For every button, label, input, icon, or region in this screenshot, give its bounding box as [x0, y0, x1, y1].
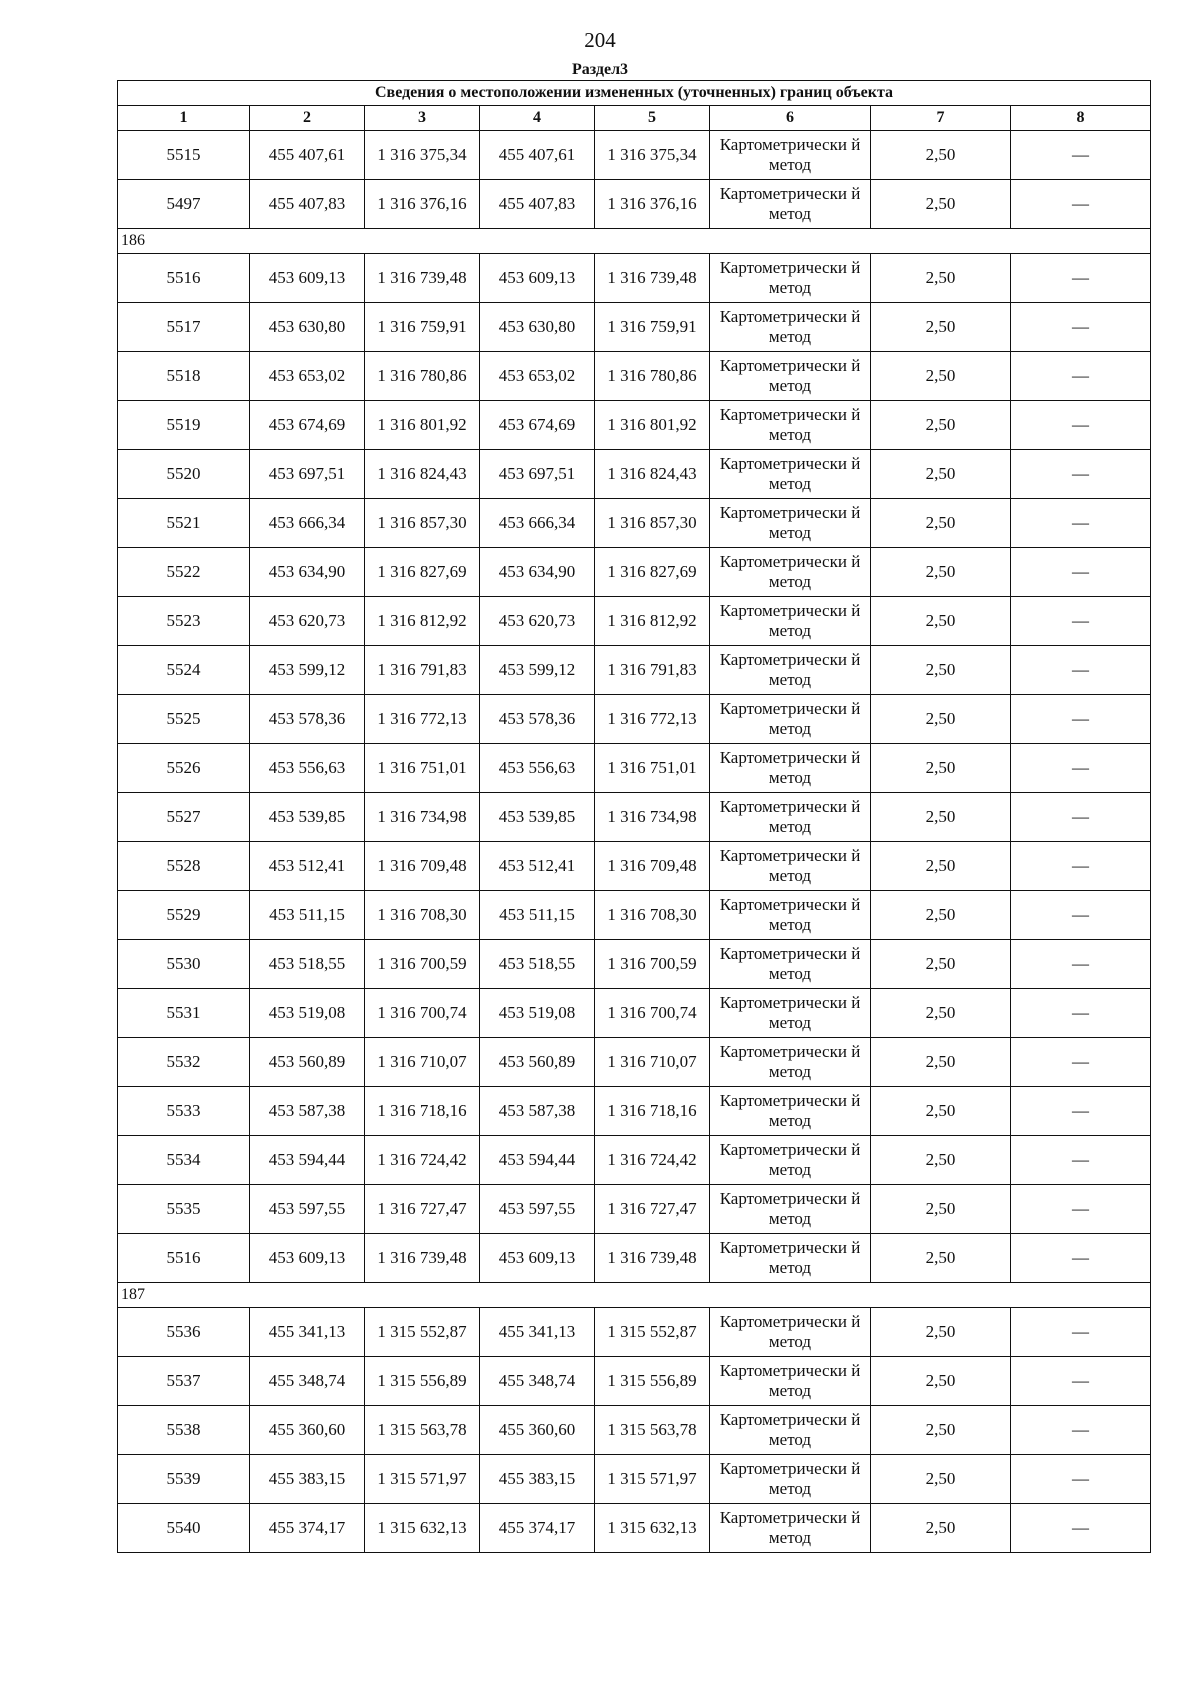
point-number-cell: 5529 — [118, 891, 250, 940]
method-cell: Картометрически й метод — [710, 1087, 871, 1136]
column-header: 8 — [1011, 106, 1151, 131]
x-old-cell: 455 374,17 — [250, 1504, 365, 1553]
table-row — [118, 793, 1151, 842]
y-new-cell: 1 316 812,92 — [595, 597, 710, 646]
page-number: 204 — [584, 28, 616, 52]
point-number-cell: 5516 — [118, 254, 250, 303]
y-new-cell: 1 315 571,97 — [595, 1455, 710, 1504]
x-new-cell: 453 653,02 — [480, 352, 595, 401]
y-new-cell: 1 316 791,83 — [595, 646, 710, 695]
method-cell: Картометрически й метод — [710, 1357, 871, 1406]
description-cell: — — [1011, 548, 1151, 597]
x-new-cell: 453 597,55 — [480, 1185, 595, 1234]
accuracy-cell: 2,50 — [871, 1357, 1011, 1406]
x-old-cell: 453 697,51 — [250, 450, 365, 499]
x-new-cell: 453 697,51 — [480, 450, 595, 499]
method-cell: Картометрически й метод — [710, 646, 871, 695]
y-new-cell: 1 316 709,48 — [595, 842, 710, 891]
x-new-cell: 453 620,73 — [480, 597, 595, 646]
description-cell: — — [1011, 940, 1151, 989]
y-old-cell: 1 316 376,16 — [365, 180, 480, 229]
accuracy-cell: 2,50 — [871, 548, 1011, 597]
accuracy-cell: 2,50 — [871, 1504, 1011, 1553]
y-new-cell: 1 315 556,89 — [595, 1357, 710, 1406]
description-cell: — — [1011, 597, 1151, 646]
method-cell: Картометрически й метод — [710, 1455, 871, 1504]
method-cell: Картометрически й метод — [710, 401, 871, 450]
x-new-cell: 453 578,36 — [480, 695, 595, 744]
x-old-cell: 453 674,69 — [250, 401, 365, 450]
point-number-cell: 5522 — [118, 548, 250, 597]
point-number-cell: 5523 — [118, 597, 250, 646]
x-old-cell: 453 587,38 — [250, 1087, 365, 1136]
description-cell: — — [1011, 254, 1151, 303]
description-cell: — — [1011, 1308, 1151, 1357]
y-old-cell: 1 316 375,34 — [365, 131, 480, 180]
x-new-cell: 453 560,89 — [480, 1038, 595, 1087]
accuracy-cell: 2,50 — [871, 131, 1011, 180]
accuracy-cell: 2,50 — [871, 842, 1011, 891]
description-cell: — — [1011, 842, 1151, 891]
description-cell: — — [1011, 744, 1151, 793]
point-number-cell: 5526 — [118, 744, 250, 793]
point-number-cell: 5532 — [118, 1038, 250, 1087]
x-new-cell: 453 594,44 — [480, 1136, 595, 1185]
point-number-cell: 5528 — [118, 842, 250, 891]
description-cell: — — [1011, 1357, 1151, 1406]
y-old-cell: 1 316 708,30 — [365, 891, 480, 940]
x-old-cell: 453 512,41 — [250, 842, 365, 891]
y-old-cell: 1 316 718,16 — [365, 1087, 480, 1136]
description-cell: — — [1011, 352, 1151, 401]
table-row — [118, 744, 1151, 793]
y-new-cell: 1 316 827,69 — [595, 548, 710, 597]
y-old-cell: 1 316 824,43 — [365, 450, 480, 499]
method-cell: Картометрически й метод — [710, 1308, 871, 1357]
table-row — [118, 1038, 1151, 1087]
y-old-cell: 1 315 571,97 — [365, 1455, 480, 1504]
table-row — [118, 1455, 1151, 1504]
y-new-cell: 1 316 751,01 — [595, 744, 710, 793]
y-new-cell: 1 316 700,74 — [595, 989, 710, 1038]
table-row — [118, 131, 1151, 180]
point-number-cell: 5537 — [118, 1357, 250, 1406]
description-cell: — — [1011, 989, 1151, 1038]
x-old-cell: 453 609,13 — [250, 254, 365, 303]
x-old-cell: 453 539,85 — [250, 793, 365, 842]
method-cell: Картометрически й метод — [710, 989, 871, 1038]
y-old-cell: 1 316 739,48 — [365, 1234, 480, 1283]
x-old-cell: 455 407,83 — [250, 180, 365, 229]
y-new-cell: 1 316 772,13 — [595, 695, 710, 744]
x-new-cell: 453 599,12 — [480, 646, 595, 695]
contour-group-row — [118, 229, 1151, 254]
x-new-cell: 453 630,80 — [480, 303, 595, 352]
point-number-cell: 5519 — [118, 401, 250, 450]
column-header: 1 — [118, 106, 250, 131]
x-new-cell: 453 587,38 — [480, 1087, 595, 1136]
y-new-cell: 1 315 632,13 — [595, 1504, 710, 1553]
description-cell: — — [1011, 1087, 1151, 1136]
y-old-cell: 1 315 556,89 — [365, 1357, 480, 1406]
y-new-cell: 1 316 857,30 — [595, 499, 710, 548]
y-new-cell: 1 316 739,48 — [595, 1234, 710, 1283]
table-caption-row — [118, 81, 1151, 106]
accuracy-cell: 2,50 — [871, 695, 1011, 744]
y-new-cell: 1 316 710,07 — [595, 1038, 710, 1087]
column-header: 7 — [871, 106, 1011, 131]
table-row — [118, 548, 1151, 597]
method-cell: Картометрически й метод — [710, 450, 871, 499]
x-old-cell: 455 348,74 — [250, 1357, 365, 1406]
x-new-cell: 453 518,55 — [480, 940, 595, 989]
description-cell: — — [1011, 1234, 1151, 1283]
point-number-cell: 5535 — [118, 1185, 250, 1234]
accuracy-cell: 2,50 — [871, 1406, 1011, 1455]
x-new-cell: 455 348,74 — [480, 1357, 595, 1406]
table-row — [118, 646, 1151, 695]
method-cell: Картометрически й метод — [710, 1234, 871, 1283]
description-cell: — — [1011, 303, 1151, 352]
accuracy-cell: 2,50 — [871, 989, 1011, 1038]
column-header: 6 — [710, 106, 871, 131]
point-number-cell: 5539 — [118, 1455, 250, 1504]
accuracy-cell: 2,50 — [871, 1234, 1011, 1283]
table-row — [118, 499, 1151, 548]
accuracy-cell: 2,50 — [871, 744, 1011, 793]
x-new-cell: 453 512,41 — [480, 842, 595, 891]
description-cell: — — [1011, 793, 1151, 842]
table-row — [118, 1357, 1151, 1406]
column-header: 3 — [365, 106, 480, 131]
x-old-cell: 453 597,55 — [250, 1185, 365, 1234]
accuracy-cell: 2,50 — [871, 401, 1011, 450]
accuracy-cell: 2,50 — [871, 254, 1011, 303]
method-cell: Картометрически й метод — [710, 1185, 871, 1234]
y-old-cell: 1 316 791,83 — [365, 646, 480, 695]
y-new-cell: 1 316 739,48 — [595, 254, 710, 303]
x-old-cell: 453 609,13 — [250, 1234, 365, 1283]
x-new-cell: 453 511,15 — [480, 891, 595, 940]
y-new-cell: 1 315 552,87 — [595, 1308, 710, 1357]
y-old-cell: 1 316 739,48 — [365, 254, 480, 303]
description-cell: — — [1011, 1406, 1151, 1455]
description-cell: — — [1011, 401, 1151, 450]
method-cell: Картометрически й метод — [710, 695, 871, 744]
description-cell: — — [1011, 1185, 1151, 1234]
point-number-cell: 5533 — [118, 1087, 250, 1136]
y-old-cell: 1 316 727,47 — [365, 1185, 480, 1234]
accuracy-cell: 2,50 — [871, 793, 1011, 842]
accuracy-cell: 2,50 — [871, 646, 1011, 695]
table-row — [118, 842, 1151, 891]
point-number-cell: 5517 — [118, 303, 250, 352]
point-number-cell: 5531 — [118, 989, 250, 1038]
table-row — [118, 1234, 1151, 1283]
table-row — [118, 180, 1151, 229]
y-new-cell: 1 316 780,86 — [595, 352, 710, 401]
y-new-cell: 1 316 375,34 — [595, 131, 710, 180]
x-new-cell: 455 374,17 — [480, 1504, 595, 1553]
y-new-cell: 1 316 700,59 — [595, 940, 710, 989]
table-row — [118, 1087, 1151, 1136]
accuracy-cell: 2,50 — [871, 940, 1011, 989]
point-number-cell: 5521 — [118, 499, 250, 548]
table-body — [118, 81, 1151, 1553]
method-cell: Картометрически й метод — [710, 180, 871, 229]
y-old-cell: 1 316 734,98 — [365, 793, 480, 842]
description-cell: — — [1011, 1504, 1151, 1553]
x-old-cell: 453 634,90 — [250, 548, 365, 597]
x-new-cell: 453 666,34 — [480, 499, 595, 548]
table-row — [118, 1136, 1151, 1185]
point-number-cell: 5518 — [118, 352, 250, 401]
y-old-cell: 1 316 700,74 — [365, 989, 480, 1038]
method-cell: Картометрически й метод — [710, 842, 871, 891]
y-new-cell: 1 316 824,43 — [595, 450, 710, 499]
y-new-cell: 1 316 724,42 — [595, 1136, 710, 1185]
accuracy-cell: 2,50 — [871, 499, 1011, 548]
point-number-cell: 5515 — [118, 131, 250, 180]
y-old-cell: 1 315 632,13 — [365, 1504, 480, 1553]
accuracy-cell: 2,50 — [871, 180, 1011, 229]
table-row — [118, 891, 1151, 940]
table-row — [118, 1406, 1151, 1455]
method-cell: Картометрически й метод — [710, 499, 871, 548]
point-number-cell: 5497 — [118, 180, 250, 229]
x-new-cell: 453 634,90 — [480, 548, 595, 597]
method-cell: Картометрически й метод — [710, 254, 871, 303]
accuracy-cell: 2,50 — [871, 1038, 1011, 1087]
y-old-cell: 1 316 751,01 — [365, 744, 480, 793]
method-cell: Картометрически й метод — [710, 352, 871, 401]
x-old-cell: 453 599,12 — [250, 646, 365, 695]
table-row — [118, 450, 1151, 499]
method-cell: Картометрически й метод — [710, 1038, 871, 1087]
point-number-cell: 5538 — [118, 1406, 250, 1455]
accuracy-cell: 2,50 — [871, 597, 1011, 646]
x-new-cell: 455 407,83 — [480, 180, 595, 229]
table-row — [118, 1504, 1151, 1553]
description-cell: — — [1011, 499, 1151, 548]
method-cell: Картометрически й метод — [710, 940, 871, 989]
y-old-cell: 1 316 772,13 — [365, 695, 480, 744]
method-cell: Картометрически й метод — [710, 1504, 871, 1553]
y-old-cell: 1 316 812,92 — [365, 597, 480, 646]
x-new-cell: 455 341,13 — [480, 1308, 595, 1357]
x-new-cell: 453 556,63 — [480, 744, 595, 793]
method-cell: Картометрически й метод — [710, 891, 871, 940]
y-new-cell: 1 316 376,16 — [595, 180, 710, 229]
y-new-cell: 1 316 727,47 — [595, 1185, 710, 1234]
y-new-cell: 1 315 563,78 — [595, 1406, 710, 1455]
x-old-cell: 453 620,73 — [250, 597, 365, 646]
table-row — [118, 940, 1151, 989]
point-number-cell: 5520 — [118, 450, 250, 499]
method-cell: Картометрически й метод — [710, 1406, 871, 1455]
x-new-cell: 453 674,69 — [480, 401, 595, 450]
description-cell: — — [1011, 695, 1151, 744]
y-new-cell: 1 316 759,91 — [595, 303, 710, 352]
description-cell: — — [1011, 1136, 1151, 1185]
table-row — [118, 352, 1151, 401]
x-old-cell: 453 594,44 — [250, 1136, 365, 1185]
x-old-cell: 455 407,61 — [250, 131, 365, 180]
x-old-cell: 455 360,60 — [250, 1406, 365, 1455]
accuracy-cell: 2,50 — [871, 1136, 1011, 1185]
table-row — [118, 695, 1151, 744]
x-new-cell: 453 539,85 — [480, 793, 595, 842]
column-header: 5 — [595, 106, 710, 131]
method-cell: Картометрически й метод — [710, 793, 871, 842]
y-old-cell: 1 316 780,86 — [365, 352, 480, 401]
x-new-cell: 453 519,08 — [480, 989, 595, 1038]
section-title: Раздел3 — [571, 61, 629, 78]
description-cell: — — [1011, 1038, 1151, 1087]
x-old-cell: 453 560,89 — [250, 1038, 365, 1087]
x-old-cell: 453 666,34 — [250, 499, 365, 548]
y-old-cell: 1 316 724,42 — [365, 1136, 480, 1185]
accuracy-cell: 2,50 — [871, 1087, 1011, 1136]
accuracy-cell: 2,50 — [871, 891, 1011, 940]
y-old-cell: 1 316 801,92 — [365, 401, 480, 450]
method-cell: Картометрически й метод — [710, 1136, 871, 1185]
x-old-cell: 453 556,63 — [250, 744, 365, 793]
contour-group-label: 187 — [118, 1283, 1151, 1308]
column-header: 2 — [250, 106, 365, 131]
accuracy-cell: 2,50 — [871, 1308, 1011, 1357]
y-new-cell: 1 316 708,30 — [595, 891, 710, 940]
description-cell: — — [1011, 131, 1151, 180]
x-new-cell: 455 407,61 — [480, 131, 595, 180]
contour-group-row — [118, 1283, 1151, 1308]
x-new-cell: 455 360,60 — [480, 1406, 595, 1455]
table-row — [118, 1185, 1151, 1234]
point-number-cell: 5536 — [118, 1308, 250, 1357]
y-old-cell: 1 316 710,07 — [365, 1038, 480, 1087]
y-old-cell: 1 316 709,48 — [365, 842, 480, 891]
accuracy-cell: 2,50 — [871, 352, 1011, 401]
method-cell: Картометрически й метод — [710, 303, 871, 352]
point-number-cell: 5525 — [118, 695, 250, 744]
x-new-cell: 455 383,15 — [480, 1455, 595, 1504]
y-old-cell: 1 316 759,91 — [365, 303, 480, 352]
table-caption: Сведения о местоположении измененных (уточненных) границ объекта — [118, 81, 1151, 106]
x-old-cell: 453 518,55 — [250, 940, 365, 989]
table-row — [118, 401, 1151, 450]
description-cell: — — [1011, 180, 1151, 229]
table-row — [118, 303, 1151, 352]
y-old-cell: 1 316 857,30 — [365, 499, 480, 548]
point-number-cell: 5534 — [118, 1136, 250, 1185]
description-cell: — — [1011, 891, 1151, 940]
coordinates-table — [117, 80, 1151, 1553]
description-cell: — — [1011, 450, 1151, 499]
accuracy-cell: 2,50 — [871, 303, 1011, 352]
x-new-cell: 453 609,13 — [480, 254, 595, 303]
y-old-cell: 1 316 827,69 — [365, 548, 480, 597]
accuracy-cell: 2,50 — [871, 450, 1011, 499]
y-new-cell: 1 316 734,98 — [595, 793, 710, 842]
point-number-cell: 5524 — [118, 646, 250, 695]
column-header: 4 — [480, 106, 595, 131]
point-number-cell: 5540 — [118, 1504, 250, 1553]
x-old-cell: 453 578,36 — [250, 695, 365, 744]
y-new-cell: 1 316 718,16 — [595, 1087, 710, 1136]
x-old-cell: 453 630,80 — [250, 303, 365, 352]
point-number-cell: 5516 — [118, 1234, 250, 1283]
point-number-cell: 5527 — [118, 793, 250, 842]
method-cell: Картометрически й метод — [710, 548, 871, 597]
x-old-cell: 455 341,13 — [250, 1308, 365, 1357]
x-old-cell: 455 383,15 — [250, 1455, 365, 1504]
description-cell: — — [1011, 646, 1151, 695]
table-row — [118, 1308, 1151, 1357]
contour-group-label: 186 — [118, 229, 1151, 254]
accuracy-cell: 2,50 — [871, 1185, 1011, 1234]
method-cell: Картометрически й метод — [710, 131, 871, 180]
y-old-cell: 1 315 563,78 — [365, 1406, 480, 1455]
accuracy-cell: 2,50 — [871, 1455, 1011, 1504]
table-row — [118, 597, 1151, 646]
method-cell: Картометрически й метод — [710, 597, 871, 646]
x-old-cell: 453 511,15 — [250, 891, 365, 940]
table-row — [118, 989, 1151, 1038]
point-number-cell: 5530 — [118, 940, 250, 989]
y-old-cell: 1 315 552,87 — [365, 1308, 480, 1357]
x-new-cell: 453 609,13 — [480, 1234, 595, 1283]
description-cell: — — [1011, 1455, 1151, 1504]
method-cell: Картометрически й метод — [710, 744, 871, 793]
y-old-cell: 1 316 700,59 — [365, 940, 480, 989]
y-new-cell: 1 316 801,92 — [595, 401, 710, 450]
column-header-row — [118, 106, 1151, 131]
x-old-cell: 453 519,08 — [250, 989, 365, 1038]
table-row — [118, 254, 1151, 303]
x-old-cell: 453 653,02 — [250, 352, 365, 401]
